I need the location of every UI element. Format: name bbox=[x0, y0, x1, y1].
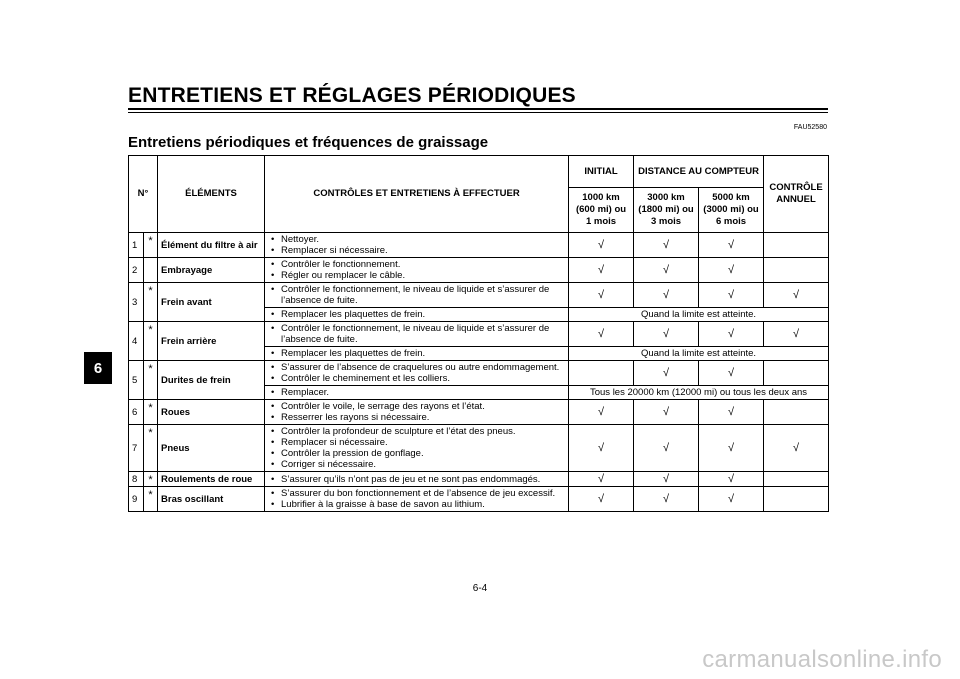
check-mark: √ bbox=[597, 406, 605, 418]
check-cell bbox=[634, 400, 699, 425]
check-mark: √ bbox=[727, 493, 735, 505]
item-name: Pneus bbox=[158, 425, 265, 472]
actions-list bbox=[268, 284, 565, 306]
action-item: • Contrôler le voile, le serrage des rayons et l’état. bbox=[268, 401, 565, 412]
asterisk-marker: * bbox=[144, 425, 158, 472]
check-mark: √ bbox=[662, 289, 670, 301]
check-cell bbox=[569, 361, 634, 386]
action-item: • Remplacer. bbox=[268, 387, 565, 398]
check-cell bbox=[699, 283, 764, 308]
check-cell bbox=[569, 487, 634, 512]
actions-cell bbox=[265, 322, 569, 347]
item-name: Durites de frein bbox=[158, 361, 265, 400]
header-initial: INITIAL bbox=[569, 156, 634, 188]
check-mark: √ bbox=[727, 328, 735, 340]
table-row bbox=[129, 472, 829, 487]
check-mark: √ bbox=[727, 406, 735, 418]
actions-list bbox=[268, 401, 565, 423]
actions-list bbox=[268, 309, 565, 320]
action-item: • Régler ou remplacer le câble. bbox=[268, 270, 565, 281]
check-cell bbox=[699, 472, 764, 487]
header-interval-3000: 3000 km (1800 mi) ou 3 mois bbox=[634, 188, 699, 233]
check-cell bbox=[634, 233, 699, 258]
check-mark: √ bbox=[597, 264, 605, 276]
header-distance: DISTANCE AU COMPTEUR bbox=[634, 156, 764, 188]
item-name: Frein avant bbox=[158, 283, 265, 322]
actions-cell bbox=[265, 347, 569, 361]
section-title: Entretiens périodiques et fréquences de graissage bbox=[128, 134, 489, 151]
action-item: • Contrôler le fonctionnement. bbox=[268, 259, 565, 270]
check-cell bbox=[634, 283, 699, 308]
action-item: • Contrôler le fonctionnement, le niveau de liquide et s’assurer de l’absence de fuite. bbox=[268, 323, 565, 345]
actions-list bbox=[268, 488, 565, 510]
table-row bbox=[129, 258, 829, 283]
actions-cell bbox=[265, 283, 569, 308]
actions-cell bbox=[265, 472, 569, 487]
table-row bbox=[129, 400, 829, 425]
check-cell bbox=[699, 425, 764, 472]
check-cell bbox=[699, 487, 764, 512]
check-mark: √ bbox=[792, 442, 800, 454]
actions-cell bbox=[265, 361, 569, 386]
actions-list bbox=[268, 348, 565, 359]
item-name: Frein arrière bbox=[158, 322, 265, 361]
page-number: 6-4 bbox=[472, 583, 488, 594]
check-cell bbox=[699, 361, 764, 386]
check-cell bbox=[634, 425, 699, 472]
check-mark: √ bbox=[662, 473, 670, 485]
action-item: • Remplacer si nécessaire. bbox=[268, 245, 565, 256]
actions-cell bbox=[265, 386, 569, 400]
header-num: N° bbox=[129, 156, 158, 233]
item-name: Élément du filtre à air bbox=[158, 233, 265, 258]
action-item: • Nettoyer. bbox=[268, 234, 565, 245]
check-mark: √ bbox=[662, 239, 670, 251]
check-cell bbox=[569, 400, 634, 425]
interval-note: Quand la limite est atteinte. bbox=[569, 347, 829, 361]
check-mark: √ bbox=[727, 239, 735, 251]
item-name: Bras oscillant bbox=[158, 487, 265, 512]
page-header-title: ENTRETIENS ET RÉGLAGES PÉRIODIQUES bbox=[128, 84, 576, 107]
check-mark: √ bbox=[727, 473, 735, 485]
interval-note: Tous les 20000 km (12000 mi) ou tous les deux ans bbox=[569, 386, 829, 400]
check-cell bbox=[764, 472, 829, 487]
watermark: carmanualsonline.info bbox=[702, 646, 942, 673]
asterisk-marker: * bbox=[144, 400, 158, 425]
action-item: • Lubrifier à la graisse à base de savon au lithium. bbox=[268, 499, 565, 510]
check-mark: √ bbox=[792, 328, 800, 340]
actions-list bbox=[268, 259, 565, 281]
actions-cell bbox=[265, 400, 569, 425]
check-mark: √ bbox=[792, 289, 800, 301]
check-mark: √ bbox=[597, 493, 605, 505]
check-mark: √ bbox=[597, 328, 605, 340]
check-mark: √ bbox=[727, 289, 735, 301]
action-item: • S’assurer qu’ils n’ont pas de jeu et ne sont pas endommagés. bbox=[268, 474, 565, 485]
row-number: 1 bbox=[129, 233, 144, 258]
actions-list bbox=[268, 234, 565, 256]
row-number: 2 bbox=[129, 258, 144, 283]
header-interval-1000: 1000 km (600 mi) ou 1 mois bbox=[569, 188, 634, 233]
action-item: • Contrôler le cheminement et les colliers. bbox=[268, 373, 565, 384]
row-number: 7 bbox=[129, 425, 144, 472]
check-mark: √ bbox=[597, 473, 605, 485]
row-number: 8 bbox=[129, 472, 144, 487]
row-number: 4 bbox=[129, 322, 144, 361]
action-item: • Resserrer les rayons si nécessaire. bbox=[268, 412, 565, 423]
header-rule bbox=[128, 108, 828, 110]
check-cell bbox=[699, 400, 764, 425]
asterisk-marker: * bbox=[144, 361, 158, 400]
asterisk-marker bbox=[144, 258, 158, 283]
action-item: • Corriger si nécessaire. bbox=[268, 459, 565, 470]
table-row bbox=[129, 487, 829, 512]
check-cell bbox=[634, 472, 699, 487]
check-cell bbox=[764, 425, 829, 472]
check-mark: √ bbox=[662, 406, 670, 418]
check-cell bbox=[764, 283, 829, 308]
check-cell bbox=[764, 322, 829, 347]
maintenance-table bbox=[128, 155, 829, 512]
table-row bbox=[129, 425, 829, 472]
check-cell bbox=[764, 258, 829, 283]
check-mark: √ bbox=[597, 289, 605, 301]
check-cell bbox=[764, 487, 829, 512]
table-row bbox=[129, 361, 829, 386]
asterisk-marker: * bbox=[144, 487, 158, 512]
actions-cell bbox=[265, 487, 569, 512]
check-mark: √ bbox=[662, 493, 670, 505]
actions-list bbox=[268, 323, 565, 345]
item-name: Roues bbox=[158, 400, 265, 425]
action-item: • Remplacer les plaquettes de frein. bbox=[268, 309, 565, 320]
check-cell bbox=[569, 258, 634, 283]
check-mark: √ bbox=[662, 367, 670, 379]
table-row bbox=[129, 233, 829, 258]
check-cell bbox=[569, 472, 634, 487]
actions-cell bbox=[265, 308, 569, 322]
check-cell bbox=[699, 322, 764, 347]
action-item: • Contrôler la pression de gonflage. bbox=[268, 448, 565, 459]
check-cell bbox=[764, 233, 829, 258]
check-cell bbox=[634, 322, 699, 347]
header-elements: ÉLÉMENTS bbox=[158, 156, 265, 233]
action-item: • Remplacer les plaquettes de frein. bbox=[268, 348, 565, 359]
row-number: 3 bbox=[129, 283, 144, 322]
check-cell bbox=[764, 361, 829, 386]
reference-code: FAU52580 bbox=[793, 124, 827, 131]
asterisk-marker: * bbox=[144, 283, 158, 322]
actions-list bbox=[268, 387, 565, 398]
table-row bbox=[129, 322, 829, 347]
actions-list bbox=[268, 426, 565, 470]
check-cell bbox=[699, 258, 764, 283]
actions-cell bbox=[265, 425, 569, 472]
item-name: Roulements de roue bbox=[158, 472, 265, 487]
actions-list bbox=[268, 362, 565, 384]
table-body bbox=[129, 233, 829, 512]
check-mark: √ bbox=[727, 442, 735, 454]
check-cell bbox=[569, 283, 634, 308]
check-cell bbox=[569, 233, 634, 258]
check-cell bbox=[569, 322, 634, 347]
check-cell bbox=[764, 400, 829, 425]
actions-cell bbox=[265, 258, 569, 283]
item-name: Embrayage bbox=[158, 258, 265, 283]
action-item: • Contrôler le fonctionnement, le niveau de liquide et s’assurer de l’absence de fuite. bbox=[268, 284, 565, 306]
actions-list bbox=[268, 474, 565, 485]
check-cell bbox=[699, 233, 764, 258]
row-number: 6 bbox=[129, 400, 144, 425]
asterisk-marker: * bbox=[144, 233, 158, 258]
header-annual: CONTRÔLE ANNUEL bbox=[764, 156, 829, 233]
header-rule-thin bbox=[128, 112, 828, 113]
actions-cell bbox=[265, 233, 569, 258]
action-item: • S’assurer de l’absence de craquelures ou autre endommagement. bbox=[268, 362, 565, 373]
check-cell bbox=[634, 258, 699, 283]
action-item: • Remplacer si nécessaire. bbox=[268, 437, 565, 448]
check-mark: √ bbox=[597, 442, 605, 454]
check-cell bbox=[569, 425, 634, 472]
chapter-tab: 6 bbox=[84, 352, 112, 384]
check-cell bbox=[634, 487, 699, 512]
check-mark: √ bbox=[727, 264, 735, 276]
check-mark: √ bbox=[597, 239, 605, 251]
check-cell bbox=[634, 361, 699, 386]
check-mark: √ bbox=[727, 367, 735, 379]
header-controls: CONTRÔLES ET ENTRETIENS À EFFECTUER bbox=[265, 156, 569, 233]
header-interval-5000: 5000 km (3000 mi) ou 6 mois bbox=[699, 188, 764, 233]
check-mark: √ bbox=[662, 264, 670, 276]
table-row bbox=[129, 283, 829, 308]
row-number: 9 bbox=[129, 487, 144, 512]
asterisk-marker: * bbox=[144, 322, 158, 361]
check-mark: √ bbox=[662, 442, 670, 454]
row-number: 5 bbox=[129, 361, 144, 400]
interval-note: Quand la limite est atteinte. bbox=[569, 308, 829, 322]
check-mark: √ bbox=[662, 328, 670, 340]
action-item: • S’assurer du bon fonctionnement et de l’absence de jeu excessif. bbox=[268, 488, 565, 499]
asterisk-marker: * bbox=[144, 472, 158, 487]
action-item: • Contrôler la profondeur de sculpture et l’état des pneus. bbox=[268, 426, 565, 437]
